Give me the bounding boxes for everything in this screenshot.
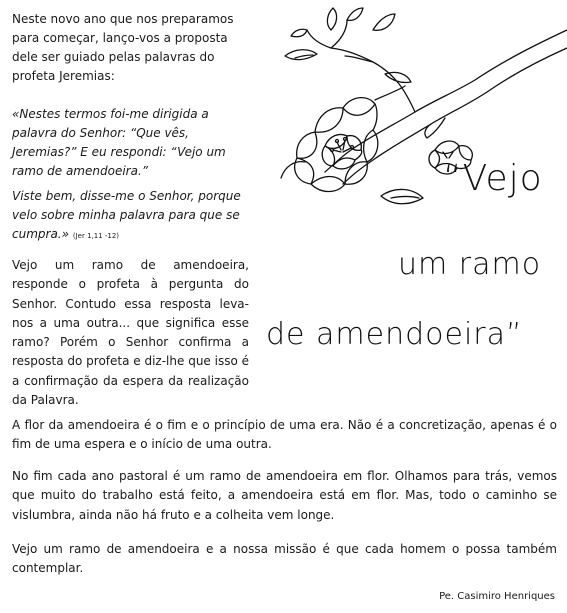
- paragraph-1: A flor da amendoeira é o fim e o princípio de uma era. Não é a concretização, apenas é o fim de uma espera e o início de uma outra.: [12, 418, 557, 452]
- scripture-quote-1: «Nestes termos foi-me dirigida a palavra do Senhor: “Que vês, Jeremias?” E eu respondi: “Vejo um ramo de amendoeira.”: [12, 107, 226, 178]
- scripture-quote-2: [12, 187, 252, 246]
- title-line-3: de amendoeira”: [266, 317, 523, 352]
- scripture-quote-2-text: Viste bem, disse-me o Senhor, porque velo sobre minha palavra para que se cumpra.»: [12, 189, 241, 241]
- paragraph-3: Vejo um ramo de amendoeira e a nossa missão é que cada homem o possa também contemplar.: [12, 542, 557, 576]
- title-line-1: “Vejo: [443, 158, 543, 199]
- paragraph-2: No fim cada ano pastoral é um ramo de amendoeira em flor. Olhamos para trás, vemos que muito do trabalho está feito, a amendoeira está em flor. Mas, todo o caminho se vislumbra, ainda não há fruto e a colheita vem longe.: [12, 469, 557, 522]
- signature: Pe. Casimiro Henriques: [439, 591, 555, 602]
- column-paragraph: Vejo um ramo de amendoeira, responde o profeta à pergunta do Senhor. Contudo essa resposta leva-nos a uma outra... que significa esse ramo? Porém o Senhor confirma a resposta do profeta e diz-lhe que isso é a confirmação da espera da realização da Palavra.: [12, 258, 249, 408]
- intro-paragraph: Neste novo ano que nos preparamos para começar, lanço-vos a proposta dele ser guiado pelas palavras do profeta Jeremias:: [12, 12, 234, 83]
- scripture-reference: (Jer 1,11 -12): [72, 232, 120, 240]
- title-line-2: um ramo: [398, 247, 542, 282]
